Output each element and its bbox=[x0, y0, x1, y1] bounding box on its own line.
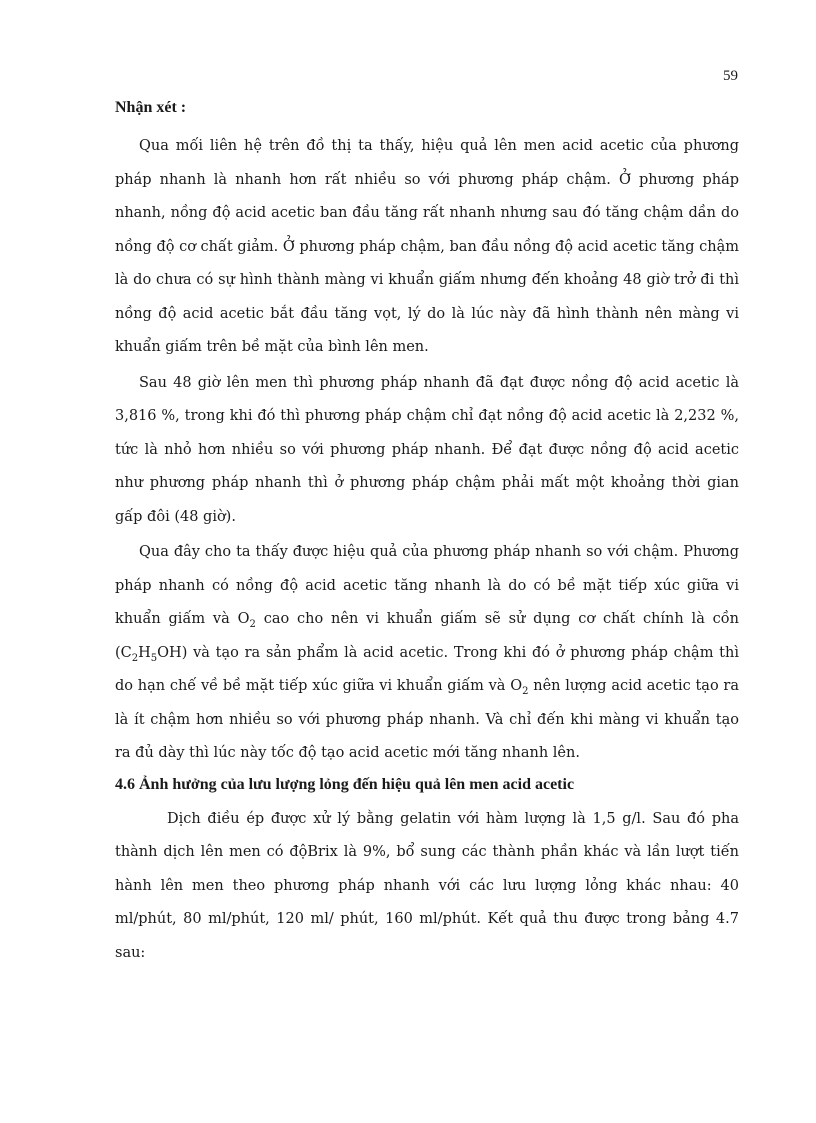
paragraph-48-hours-comparison: Sau 48 giờ lên men thì phương pháp nhanh đã đạt được nồng độ acid acetic là 3,816 %, trong khi đó thì phương pháp chậm chỉ đạt nồng độ acid acetic là 2,232 %, tức là nhỏ hơn nhiều so với phương pháp nhanh. Để đạt được nồng độ acid acetic như phương pháp nhanh thì ở phương pháp chậm phải mất một khoảng thời gian gấp đôi (48 giờ). bbox=[115, 374, 739, 525]
remark-heading: Nhận xét : bbox=[115, 99, 187, 116]
subscript-o2: 2 bbox=[249, 618, 256, 630]
paragraph-text-segment: nên lượng acid acetic tạo ra là ít chậm hơn nhiều so với phương pháp nhanh. Và chỉ đến khi màng vi khuẩn tạo ra đủ dày thì lúc này tốc độ tạo acid acetic mới tăng nhanh lên. bbox=[115, 678, 740, 761]
paragraph-text-segment: cao cho nên vi khuẩn giấm sẽ sử dụng cơ chất chính là cồn (C bbox=[115, 611, 740, 661]
page-content bbox=[115, 98, 739, 970]
paragraph-text-segment: Qua đây cho ta thấy được hiệu quả của phương pháp nhanh so với chậm. Phương pháp nhanh có nồng độ acid acetic tăng nhanh là do có bề mặt tiếp xúc giữa vi khuẩn giấm và O bbox=[115, 544, 739, 627]
page-number: 59 bbox=[723, 68, 738, 84]
paragraph-text-segment: OH) và tạo ra sản phẩm là acid acetic. Trong khi đó ở phương pháp chậm thì do hạn chế về bề mặt tiếp xúc giữa vi khuẩn giấm và O bbox=[115, 644, 739, 694]
paragraph-fast-method-efficiency bbox=[115, 536, 739, 771]
subscript-o2: 2 bbox=[522, 685, 529, 697]
paragraph-text-segment: H bbox=[138, 644, 151, 661]
subscript-h5: 5 bbox=[150, 652, 158, 664]
paragraph-graph-relationship: Qua mối liên hệ trên đồ thị ta thấy, hiệu quả lên men acid acetic của phương pháp nhanh là nhanh hơn rất nhiều so với phương pháp chậm. Ở phương pháp nhanh, nồng độ acid acetic ban đầu tăng rất nhanh nhưng sau đó tăng chậm dần do nồng độ cơ chất giảm. Ở phương pháp chậm, ban đầu nồng độ acid acetic tăng chậm là do chưa có sự hình thành màng vi khuẩn giấm nhưng đến khoảng 48 giờ trở đi thì nồng độ acid acetic bắt đầu tăng vọt, lý do là lúc này đã hình thành nên màng vi khuẩn giấm trên bề mặt của bình lên men. bbox=[115, 138, 739, 355]
subscript-c2: 2 bbox=[131, 652, 139, 664]
section-heading-4-6: 4.6 Ảnh hưởng của lưu lượng lỏng đến hiệu quả lên men acid acetic bbox=[115, 775, 575, 793]
paragraph-liquid-flow-setup: Dịch điều ép được xử lý bằng gelatin với hàm lượng là 1,5 g/l. Sau đó pha thành dịch lên men có độBrix là 9%, bổ sung các thành phần khác và lần lượt tiến hành lên men theo phương pháp nhanh với các lưu lượng lỏng khác nhau: 40 ml/phút, 80 ml/phút, 120 ml/ phút, 160 ml/phút. Kết quả thu được trong bảng 4.7 sau: bbox=[115, 810, 739, 961]
